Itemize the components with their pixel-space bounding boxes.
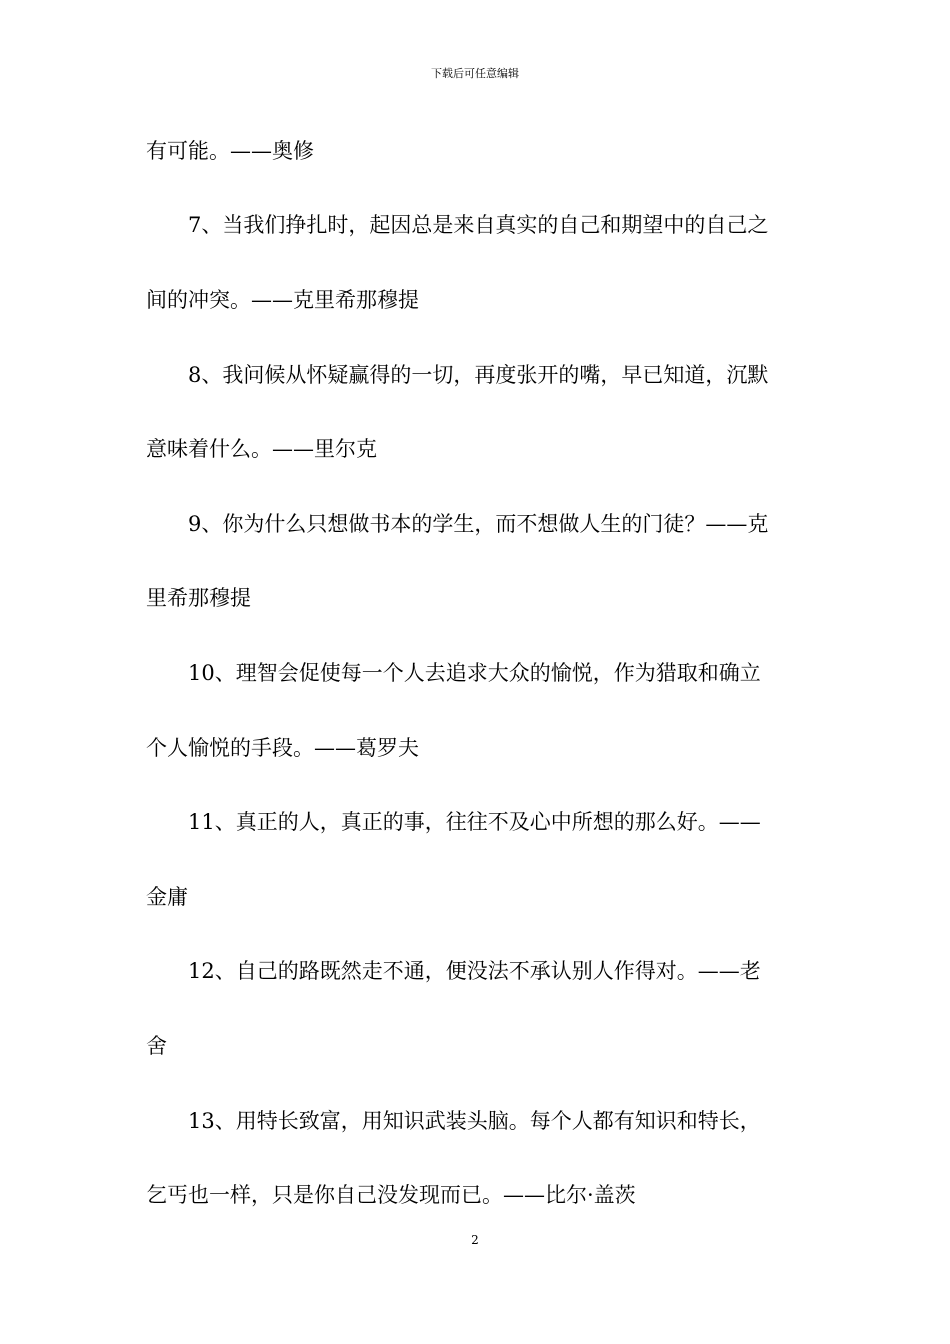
quote-10-line-2: 个人愉悦的手段。——葛罗夫	[146, 736, 419, 760]
quote-9-line-2: 里希那穆提	[146, 586, 251, 610]
quote-10-line-1: 10、理智会促使每一个人去追求大众的愉悦，作为猎取和确立	[188, 661, 761, 685]
quote-11-line-1: 11、真正的人，真正的事，往往不及心中所想的那么好。——	[188, 810, 761, 834]
quote-8-line-2: 意味着什么。——里尔克	[146, 437, 377, 461]
quote-7-line-1: 7、当我们挣扎时，起因总是来自真实的自己和期望中的自己之	[188, 213, 769, 237]
quote-13-line-1: 13、用特长致富，用知识武装头脑。每个人都有知识和特长，	[188, 1109, 761, 1133]
page-number: 2	[471, 1233, 479, 1247]
quote-7-line-2: 间的冲突。——克里希那穆提	[146, 288, 419, 312]
quote-12-line-2: 舍	[146, 1034, 167, 1058]
text-line-1: 有可能。——奥修	[146, 139, 314, 163]
quote-9-line-1: 9、你为什么只想做书本的学生，而不想做人生的门徒？——克	[188, 512, 769, 536]
quote-11-line-2: 金庸	[146, 885, 188, 909]
quote-8-line-1: 8、我问候从怀疑赢得的一切，再度张开的嘴，早已知道，沉默	[188, 363, 769, 387]
quote-12-line-1: 12、自己的路既然走不通，便没法不承认别人作得对。——老	[188, 959, 761, 983]
quote-13-line-2: 乞丐也一样，只是你自己没发现而已。——比尔·盖茨	[146, 1183, 636, 1207]
page-header: 下载后可任意编辑	[431, 67, 519, 80]
